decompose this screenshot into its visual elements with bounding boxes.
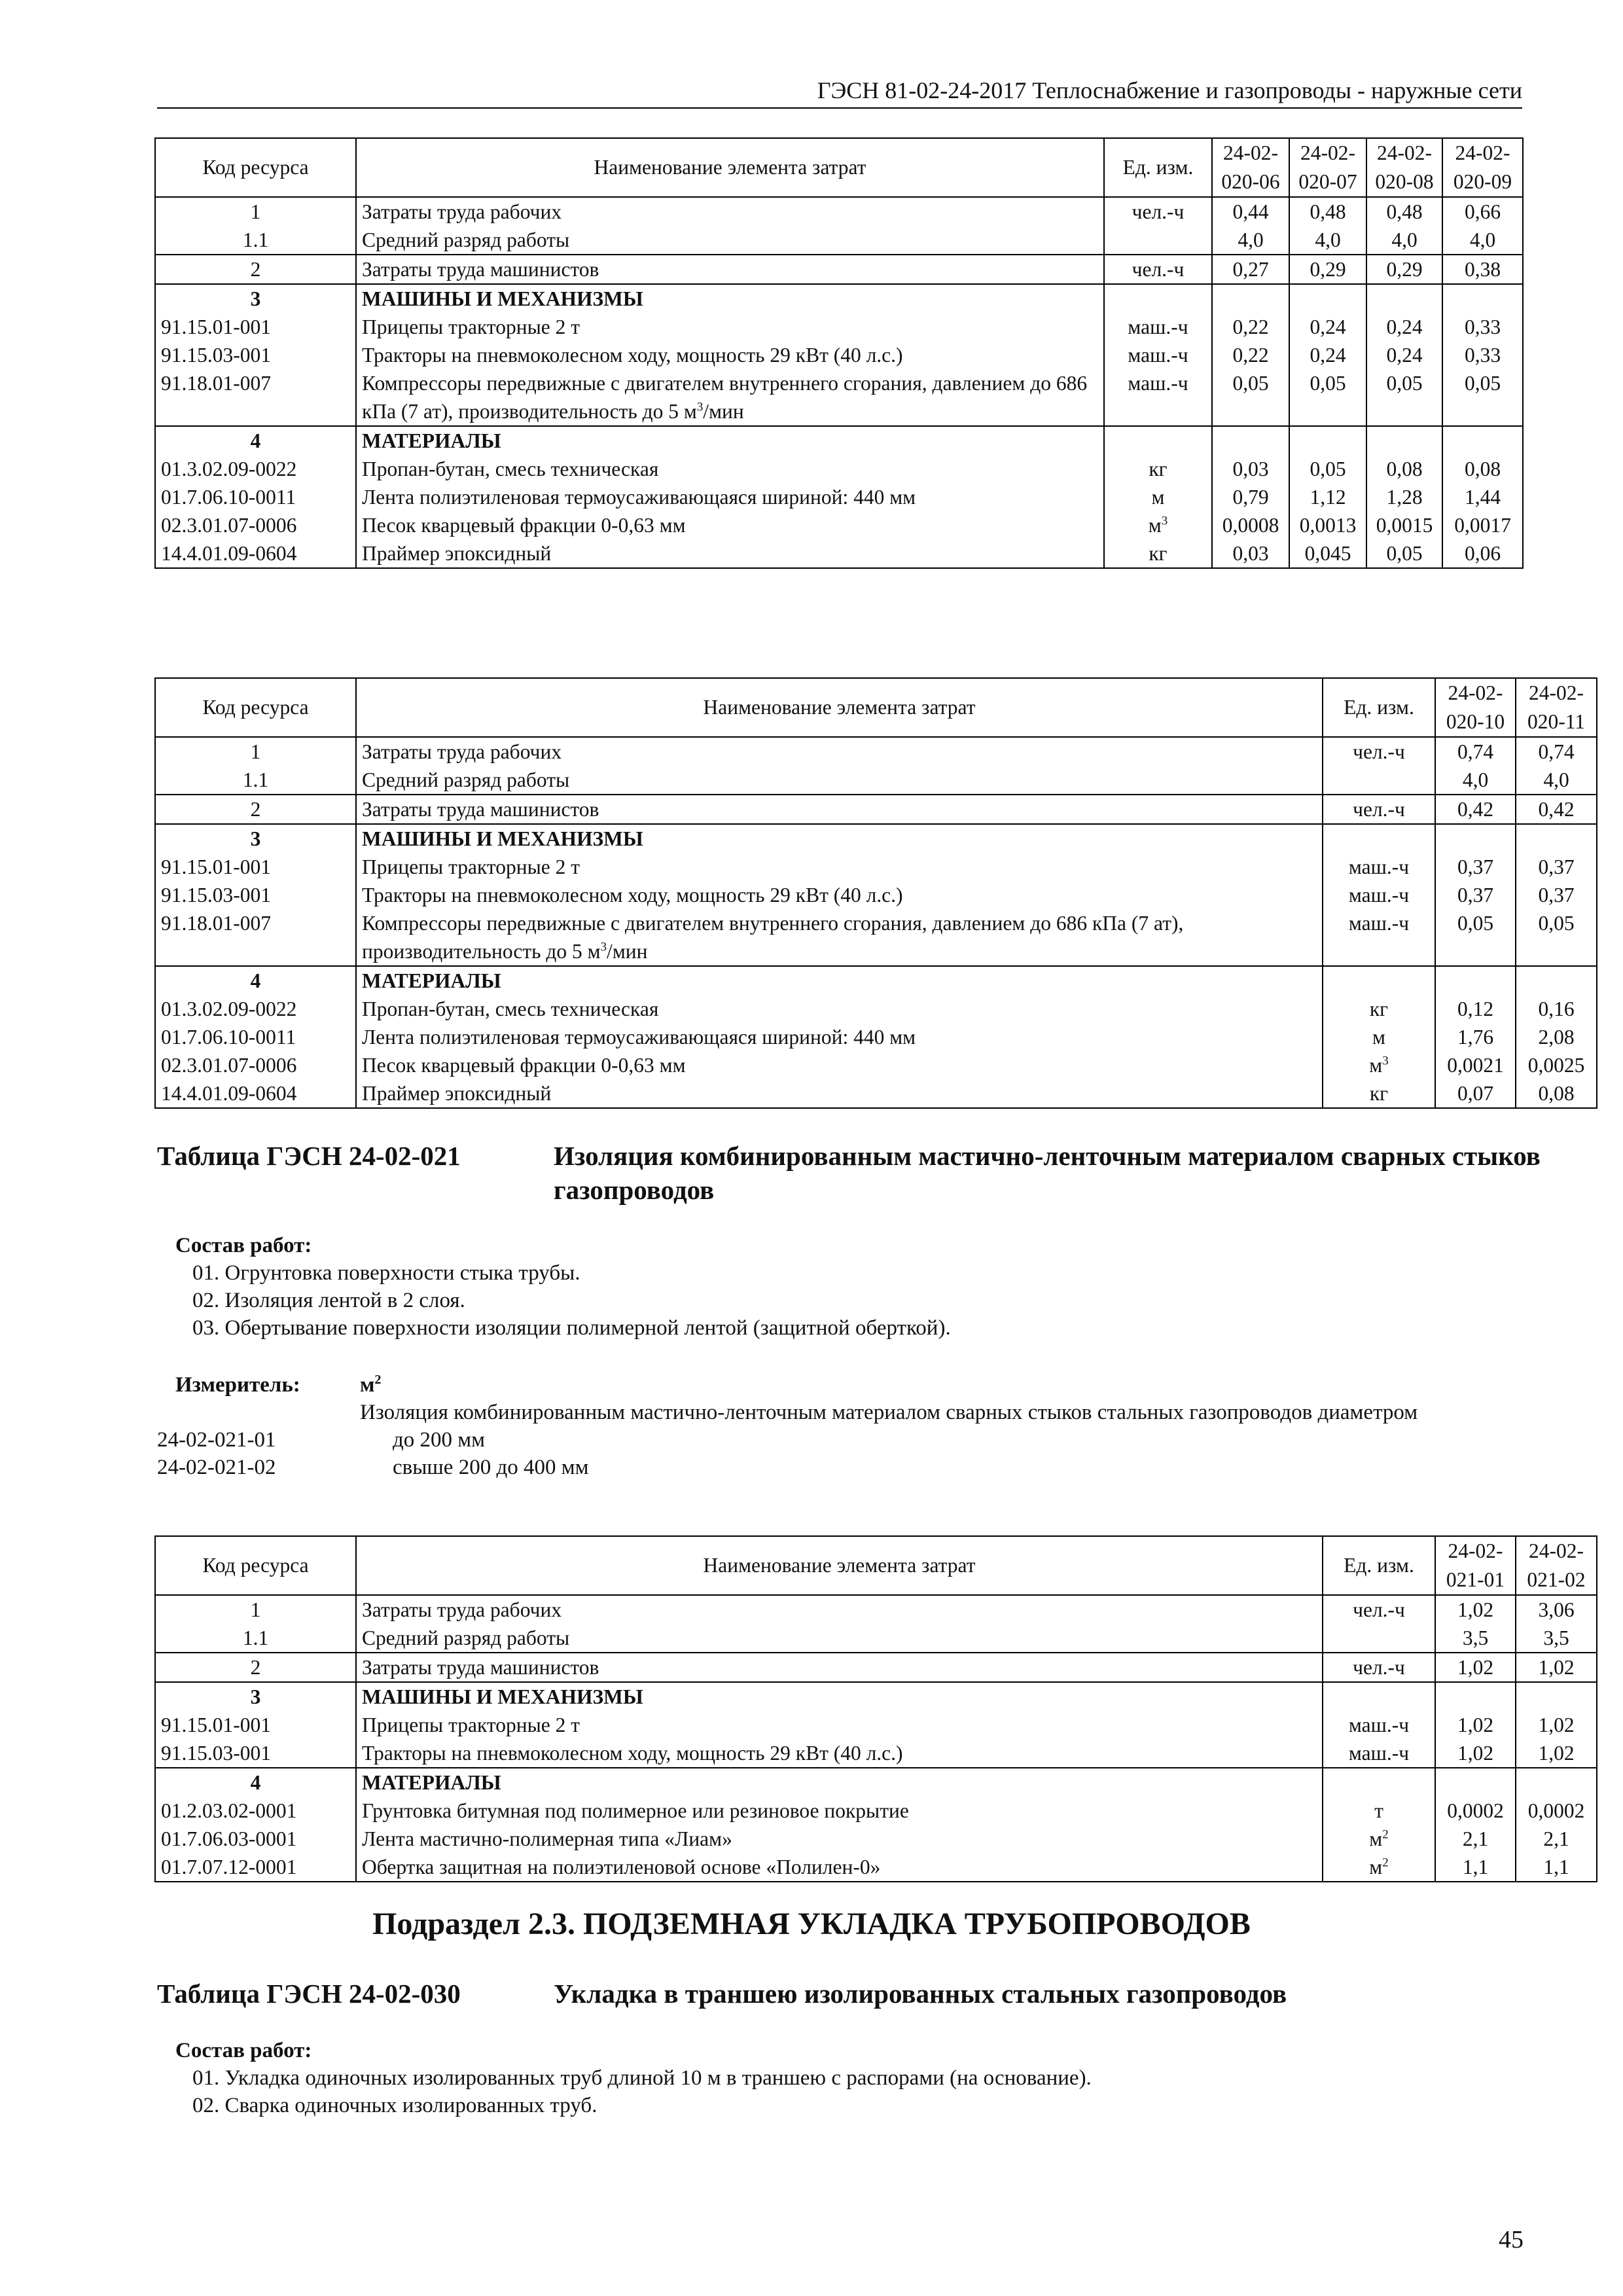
cell-value: 0,08 [1442, 455, 1523, 483]
item-code: 24-02-021-01 [157, 1428, 276, 1452]
table-title: Укладка в траншею изолированных стальных газопроводов [554, 1979, 1287, 2009]
cell-value: 3,5 [1516, 1624, 1597, 1653]
cell-code: 2 [155, 255, 356, 284]
cell-value [1516, 966, 1597, 995]
cell-name: Прицепы тракторные 2 т [356, 1711, 1323, 1739]
cell-name: Затраты труда машинистов [356, 255, 1104, 284]
cell-value: 0,0025 [1516, 1051, 1597, 1079]
cell-unit: маш.-ч [1323, 881, 1435, 909]
cell-name: МАШИНЫ И МЕХАНИЗМЫ [356, 824, 1323, 853]
cell-name: МАТЕРИАЛЫ [356, 426, 1104, 455]
cell-value: 0,0015 [1366, 511, 1442, 539]
cell-name: Затраты труда рабочих [356, 1595, 1323, 1624]
cell-code: 91.18.01-007 [155, 909, 356, 966]
cell-code: 02.3.01.07-0006 [155, 1051, 356, 1079]
page-number: 45 [1499, 2226, 1524, 2253]
cell-code: 1.1 [155, 1624, 356, 1653]
cell-value: 0,33 [1442, 341, 1523, 369]
cell-unit [1323, 1768, 1435, 1797]
table-row [155, 1797, 1597, 1825]
table-row [155, 483, 1523, 511]
table-row [155, 313, 1523, 341]
cell-value: 0,0021 [1435, 1051, 1516, 1079]
table-header-row [155, 138, 1523, 197]
cell-value: 2,08 [1516, 1023, 1597, 1051]
cell-unit [1104, 284, 1212, 313]
table-title: Изоляция комбинированным мастично-ленточным материалом сварных стыков газопроводов [554, 1141, 1541, 1205]
table-row [155, 226, 1523, 255]
cell-unit: кг [1104, 539, 1212, 568]
col-header-norm: 24-02- 020-09 [1442, 138, 1523, 197]
table-row [155, 1853, 1597, 1882]
cell-value: 1,12 [1289, 483, 1366, 511]
cell-value: 0,29 [1366, 255, 1442, 284]
cell-value: 0,42 [1435, 795, 1516, 824]
table-row [155, 909, 1597, 966]
cell-name: Тракторы на пневмоколесном ходу, мощность 29 кВт (40 л.с.) [356, 881, 1323, 909]
cell-value: 0,24 [1289, 341, 1366, 369]
table-row [155, 539, 1523, 568]
cell-value: 1,02 [1516, 1711, 1597, 1739]
cell-value [1516, 1682, 1597, 1711]
table-row [155, 1079, 1597, 1108]
cell-value: 1,1 [1435, 1853, 1516, 1882]
cell-value: 0,07 [1435, 1079, 1516, 1108]
cell-code: 14.4.01.09-0604 [155, 1079, 356, 1108]
cell-name: Лента мастично-полимерная типа «Лиам» [356, 1825, 1323, 1853]
meter-description: Изоляция комбинированным мастично-ленточным материалом сварных стыков стальных газопроводов диаметром [360, 1401, 1418, 1424]
cell-value: 1,76 [1435, 1023, 1516, 1051]
cell-code: 91.15.01-001 [155, 853, 356, 881]
cell-value: 2,1 [1516, 1825, 1597, 1853]
cell-code: 91.15.03-001 [155, 881, 356, 909]
cell-value: 1,02 [1435, 1653, 1516, 1682]
cell-unit: чел.-ч [1104, 255, 1212, 284]
cell-name: Обертка защитная на полиэтиленовой основе «Полилен-0» [356, 1853, 1323, 1882]
cell-name: Затраты труда рабочих [356, 737, 1323, 766]
cell-value [1516, 824, 1597, 853]
cell-value: 0,12 [1435, 995, 1516, 1023]
work-item: 02. Изоляция лентой в 2 слоя. [192, 1289, 465, 1312]
cell-value: 0,05 [1435, 909, 1516, 966]
cell-unit: чел.-ч [1104, 197, 1212, 226]
resource-table-020-06-09 [154, 137, 1524, 569]
cell-name: Тракторы на пневмоколесном ходу, мощность 29 кВт (40 л.с.) [356, 1739, 1323, 1768]
col-header-norm: 24-02- 021-01 [1435, 1536, 1516, 1595]
cell-value: 0,05 [1366, 369, 1442, 426]
cell-value: 0,37 [1516, 853, 1597, 881]
cell-name: Затраты труда машинистов [356, 1653, 1323, 1682]
cell-code: 1.1 [155, 766, 356, 795]
col-header-name: Наименование элемента затрат [356, 138, 1104, 197]
cell-name: Средний разряд работы [356, 226, 1104, 255]
table-row [155, 1624, 1597, 1653]
cell-value [1212, 426, 1289, 455]
cell-code: 91.15.01-001 [155, 1711, 356, 1739]
table-row [155, 737, 1597, 766]
cell-value: 1,02 [1435, 1711, 1516, 1739]
cell-value [1366, 426, 1442, 455]
cell-unit: кг [1104, 455, 1212, 483]
meter-label: Измеритель: [175, 1373, 300, 1397]
cell-code: 14.4.01.09-0604 [155, 539, 356, 568]
cell-unit: маш.-ч [1323, 853, 1435, 881]
cell-code: 2 [155, 795, 356, 824]
cell-value: 0,29 [1289, 255, 1366, 284]
cell-value: 4,0 [1366, 226, 1442, 255]
cell-name: МАШИНЫ И МЕХАНИЗМЫ [356, 1682, 1323, 1711]
cell-value: 1,02 [1435, 1595, 1516, 1624]
cell-value [1442, 284, 1523, 313]
cell-value: 0,74 [1435, 737, 1516, 766]
cell-value: 1,02 [1516, 1739, 1597, 1768]
cell-value: 0,06 [1442, 539, 1523, 568]
cell-value: 2,1 [1435, 1825, 1516, 1853]
cell-value: 0,045 [1289, 539, 1366, 568]
cell-value [1442, 426, 1523, 455]
cell-code: 4 [155, 1768, 356, 1797]
cell-name: МАТЕРИАЛЫ [356, 966, 1323, 995]
table-caption-021 [157, 1139, 1541, 1211]
cell-value [1435, 1682, 1516, 1711]
table-row [155, 1653, 1597, 1682]
table-row [155, 511, 1523, 539]
cell-name: Пропан-бутан, смесь техническая [356, 455, 1104, 483]
cell-name: Прицепы тракторные 2 т [356, 313, 1104, 341]
cell-value: 0,03 [1212, 539, 1289, 568]
cell-name: Праймер эпоксидный [356, 539, 1104, 568]
cell-code: 4 [155, 966, 356, 995]
col-header-norm: 24-02- 020-08 [1366, 138, 1442, 197]
cell-unit: чел.-ч [1323, 1595, 1435, 1624]
cell-value: 1,02 [1516, 1653, 1597, 1682]
cell-code: 01.7.06.10-0011 [155, 483, 356, 511]
cell-unit: $м^2$ [1323, 1825, 1435, 1853]
table-row [155, 995, 1597, 1023]
cell-code: 3 [155, 824, 356, 853]
cell-unit: маш.-ч [1323, 1711, 1435, 1739]
cell-unit [1323, 1682, 1435, 1711]
works-label: Состав работ: [175, 1234, 312, 1257]
cell-value: 0,37 [1435, 881, 1516, 909]
cell-name: Песок кварцевый фракции 0-0,63 мм [356, 511, 1104, 539]
col-header-norm: 24-02- 020-10 [1435, 678, 1516, 737]
col-header-name: Наименование элемента затрат [356, 678, 1323, 737]
cell-value: 0,48 [1289, 197, 1366, 226]
table-row [155, 341, 1523, 369]
cell-code: 01.7.06.03-0001 [155, 1825, 356, 1853]
cell-value [1289, 284, 1366, 313]
col-header-code: Код ресурса [155, 138, 356, 197]
cell-unit: т [1323, 1797, 1435, 1825]
table-row [155, 255, 1523, 284]
table-row [155, 369, 1523, 426]
cell-value: 1,1 [1516, 1853, 1597, 1882]
cell-value: 3,06 [1516, 1595, 1597, 1624]
cell-value: 1,44 [1442, 483, 1523, 511]
cell-unit: $м^2$ [1323, 1853, 1435, 1882]
cell-name: Песок кварцевый фракции 0-0,63 мм [356, 1051, 1323, 1079]
cell-name: Компрессоры передвижные с двигателем внутреннего сгорания, давлением до 686 кПа (7 ат), производительность до 5 $м^3$/мин [356, 909, 1323, 966]
cell-value: 0,33 [1442, 313, 1523, 341]
works-label: Состав работ: [175, 2039, 312, 2062]
table-row [155, 455, 1523, 483]
cell-value: 0,0002 [1516, 1797, 1597, 1825]
col-header-norm: 24-02- 021-02 [1516, 1536, 1597, 1595]
table-row [155, 1682, 1597, 1711]
cell-unit: маш.-ч [1104, 313, 1212, 341]
cell-name: Лента полиэтиленовая термоусаживающаяся шириной: 440 мм [356, 483, 1104, 511]
table-header-row [155, 678, 1597, 737]
cell-code: 91.18.01-007 [155, 369, 356, 426]
cell-unit: кг [1323, 1079, 1435, 1108]
cell-value: 0,05 [1516, 909, 1597, 966]
cell-code: 4 [155, 426, 356, 455]
col-header-norm: 24-02- 020-07 [1289, 138, 1366, 197]
cell-code: 02.3.01.07-0006 [155, 511, 356, 539]
cell-value: 0,44 [1212, 197, 1289, 226]
cell-unit [1323, 966, 1435, 995]
cell-value [1435, 1768, 1516, 1797]
cell-unit: маш.-ч [1104, 369, 1212, 426]
cell-value: 0,24 [1289, 313, 1366, 341]
col-header-unit: Ед. изм. [1323, 678, 1435, 737]
table-row [155, 824, 1597, 853]
cell-value: 0,66 [1442, 197, 1523, 226]
cell-value: 0,79 [1212, 483, 1289, 511]
table-row [155, 881, 1597, 909]
resource-table-021 [154, 1535, 1597, 1882]
cell-name: Лента полиэтиленовая термоусаживающаяся шириной: 440 мм [356, 1023, 1323, 1051]
meter-block-021 [157, 1371, 1531, 1481]
cell-unit [1323, 824, 1435, 853]
cell-value: 0,38 [1442, 255, 1523, 284]
cell-name: Грунтовка битумная под полимерное или резиновое покрытие [356, 1797, 1323, 1825]
running-header: ГЭСН 81-02-24-2017 Теплоснабжение и газопроводы - наружные сети [157, 73, 1522, 109]
subsection-title: Подраздел 2.3. ПОДЗЕМНАЯ УКЛАДКА ТРУБОПРОВОДОВ [372, 1907, 1251, 1941]
works-list-021 [175, 1232, 1484, 1342]
cell-unit: м [1104, 483, 1212, 511]
col-header-name: Наименование элемента затрат [356, 1536, 1323, 1595]
cell-code: 1.1 [155, 226, 356, 255]
cell-code: 3 [155, 284, 356, 313]
cell-value: 0,37 [1516, 881, 1597, 909]
cell-code: 1 [155, 197, 356, 226]
cell-name: Тракторы на пневмоколесном ходу, мощность 29 кВт (40 л.с.) [356, 341, 1104, 369]
cell-code: 01.3.02.09-0022 [155, 455, 356, 483]
table-row [155, 1825, 1597, 1853]
cell-name: Затраты труда рабочих [356, 197, 1104, 226]
cell-name: Средний разряд работы [356, 1624, 1323, 1653]
table-row [155, 426, 1523, 455]
table-number: Таблица ГЭСН 24-02-021 [157, 1141, 461, 1171]
cell-value: 0,08 [1366, 455, 1442, 483]
cell-value: 1,28 [1366, 483, 1442, 511]
table-row [155, 853, 1597, 881]
cell-name: МАТЕРИАЛЫ [356, 1768, 1323, 1797]
cell-unit: маш.-ч [1323, 909, 1435, 966]
table-row [155, 1711, 1597, 1739]
cell-value: 0,74 [1516, 737, 1597, 766]
cell-value: 4,0 [1289, 226, 1366, 255]
cell-value: 4,0 [1212, 226, 1289, 255]
cell-code: 01.7.06.10-0011 [155, 1023, 356, 1051]
cell-value: 0,05 [1442, 369, 1523, 426]
cell-value: 0,0013 [1289, 511, 1366, 539]
cell-name: Прицепы тракторные 2 т [356, 853, 1323, 881]
item-code: 24-02-021-02 [157, 1456, 276, 1479]
cell-unit [1323, 766, 1435, 795]
cell-unit [1323, 1624, 1435, 1653]
cell-value: 0,0002 [1435, 1797, 1516, 1825]
table-row [155, 1023, 1597, 1051]
col-header-code: Код ресурса [155, 678, 356, 737]
cell-value: 0,16 [1516, 995, 1597, 1023]
table-row [155, 766, 1597, 795]
work-item: 01. Укладка одиночных изолированных труб длиной 10 м в траншею с распорами (на основание). [192, 2066, 1092, 2090]
cell-unit: чел.-ч [1323, 737, 1435, 766]
cell-code: 3 [155, 1682, 356, 1711]
cell-code: 2 [155, 1653, 356, 1682]
cell-name: Компрессоры передвижные с двигателем внутреннего сгорания, давлением до 686 кПа (7 ат), производительность до 5 $м^3$/мин [356, 369, 1104, 426]
cell-code: 91.15.03-001 [155, 341, 356, 369]
cell-code: 1 [155, 737, 356, 766]
cell-unit: маш.-ч [1323, 1739, 1435, 1768]
cell-value: 0,03 [1212, 455, 1289, 483]
cell-value: 0,0017 [1442, 511, 1523, 539]
cell-name: МАШИНЫ И МЕХАНИЗМЫ [356, 284, 1104, 313]
cell-name: Затраты труда машинистов [356, 795, 1323, 824]
meter-unit: $м^2$ [360, 1372, 382, 1397]
cell-value: 0,37 [1435, 853, 1516, 881]
cell-value: 0,42 [1516, 795, 1597, 824]
cell-code: 91.15.03-001 [155, 1739, 356, 1768]
cell-value: 4,0 [1435, 766, 1516, 795]
cell-unit: маш.-ч [1104, 341, 1212, 369]
cell-code: 91.15.01-001 [155, 313, 356, 341]
cell-value: 4,0 [1516, 766, 1597, 795]
col-header-norm: 24-02- 020-06 [1212, 138, 1289, 197]
cell-code: 01.7.07.12-0001 [155, 1853, 356, 1882]
cell-value: 4,0 [1442, 226, 1523, 255]
cell-value: 0,08 [1516, 1079, 1597, 1108]
table-row [155, 1768, 1597, 1797]
work-item: 02. Сварка одиночных изолированных труб. [192, 2094, 597, 2117]
table-row [155, 1051, 1597, 1079]
table-row [155, 1739, 1597, 1768]
cell-name: Праймер эпоксидный [356, 1079, 1323, 1108]
cell-value [1435, 824, 1516, 853]
works-list-030 [175, 2037, 1484, 2119]
cell-unit: чел.-ч [1323, 1653, 1435, 1682]
cell-value: 0,0008 [1212, 511, 1289, 539]
cell-value: 0,24 [1366, 313, 1442, 341]
table-number: Таблица ГЭСН 24-02-030 [157, 1979, 461, 2009]
cell-unit: чел.-ч [1323, 795, 1435, 824]
cell-value: 0,05 [1289, 455, 1366, 483]
work-item: 03. Обертывание поверхности изоляции полимерной лентой (защитной оберткой). [192, 1316, 951, 1340]
cell-unit: м [1323, 1023, 1435, 1051]
col-header-unit: Ед. изм. [1323, 1536, 1435, 1595]
cell-value: 0,24 [1366, 341, 1442, 369]
cell-code: 01.2.03.02-0001 [155, 1797, 356, 1825]
work-item: 01. Огрунтовка поверхности стыка трубы. [192, 1261, 580, 1285]
table-caption-030 [157, 1977, 1531, 2013]
cell-unit: $м^3$ [1323, 1051, 1435, 1079]
col-header-unit: Ед. изм. [1104, 138, 1212, 197]
table-row [155, 197, 1523, 226]
cell-value: 3,5 [1435, 1624, 1516, 1653]
cell-unit: кг [1323, 995, 1435, 1023]
cell-value [1289, 426, 1366, 455]
resource-table-020-10-11 [154, 677, 1597, 1109]
cell-code: 1 [155, 1595, 356, 1624]
table-row [155, 284, 1523, 313]
cell-name: Пропан-бутан, смесь техническая [356, 995, 1323, 1023]
cell-value: 0,05 [1366, 539, 1442, 568]
table-row [155, 795, 1597, 824]
cell-name: Средний разряд работы [356, 766, 1323, 795]
cell-value: 0,05 [1212, 369, 1289, 426]
table-row [155, 966, 1597, 995]
cell-value [1212, 284, 1289, 313]
item-desc: свыше 200 до 400 мм [393, 1456, 589, 1479]
cell-unit [1104, 226, 1212, 255]
col-header-code: Код ресурса [155, 1536, 356, 1595]
cell-value: 0,05 [1289, 369, 1366, 426]
cell-unit: $м^3$ [1104, 511, 1212, 539]
col-header-norm: 24-02- 020-11 [1516, 678, 1597, 737]
cell-value: 0,22 [1212, 341, 1289, 369]
table-header-row [155, 1536, 1597, 1595]
cell-code: 01.3.02.09-0022 [155, 995, 356, 1023]
cell-unit [1104, 426, 1212, 455]
cell-value [1366, 284, 1442, 313]
table-row [155, 1595, 1597, 1624]
cell-value [1516, 1768, 1597, 1797]
cell-value: 0,27 [1212, 255, 1289, 284]
cell-value: 0,22 [1212, 313, 1289, 341]
cell-value: 0,48 [1366, 197, 1442, 226]
cell-value: 1,02 [1435, 1739, 1516, 1768]
item-desc: до 200 мм [393, 1428, 486, 1452]
cell-value [1435, 966, 1516, 995]
